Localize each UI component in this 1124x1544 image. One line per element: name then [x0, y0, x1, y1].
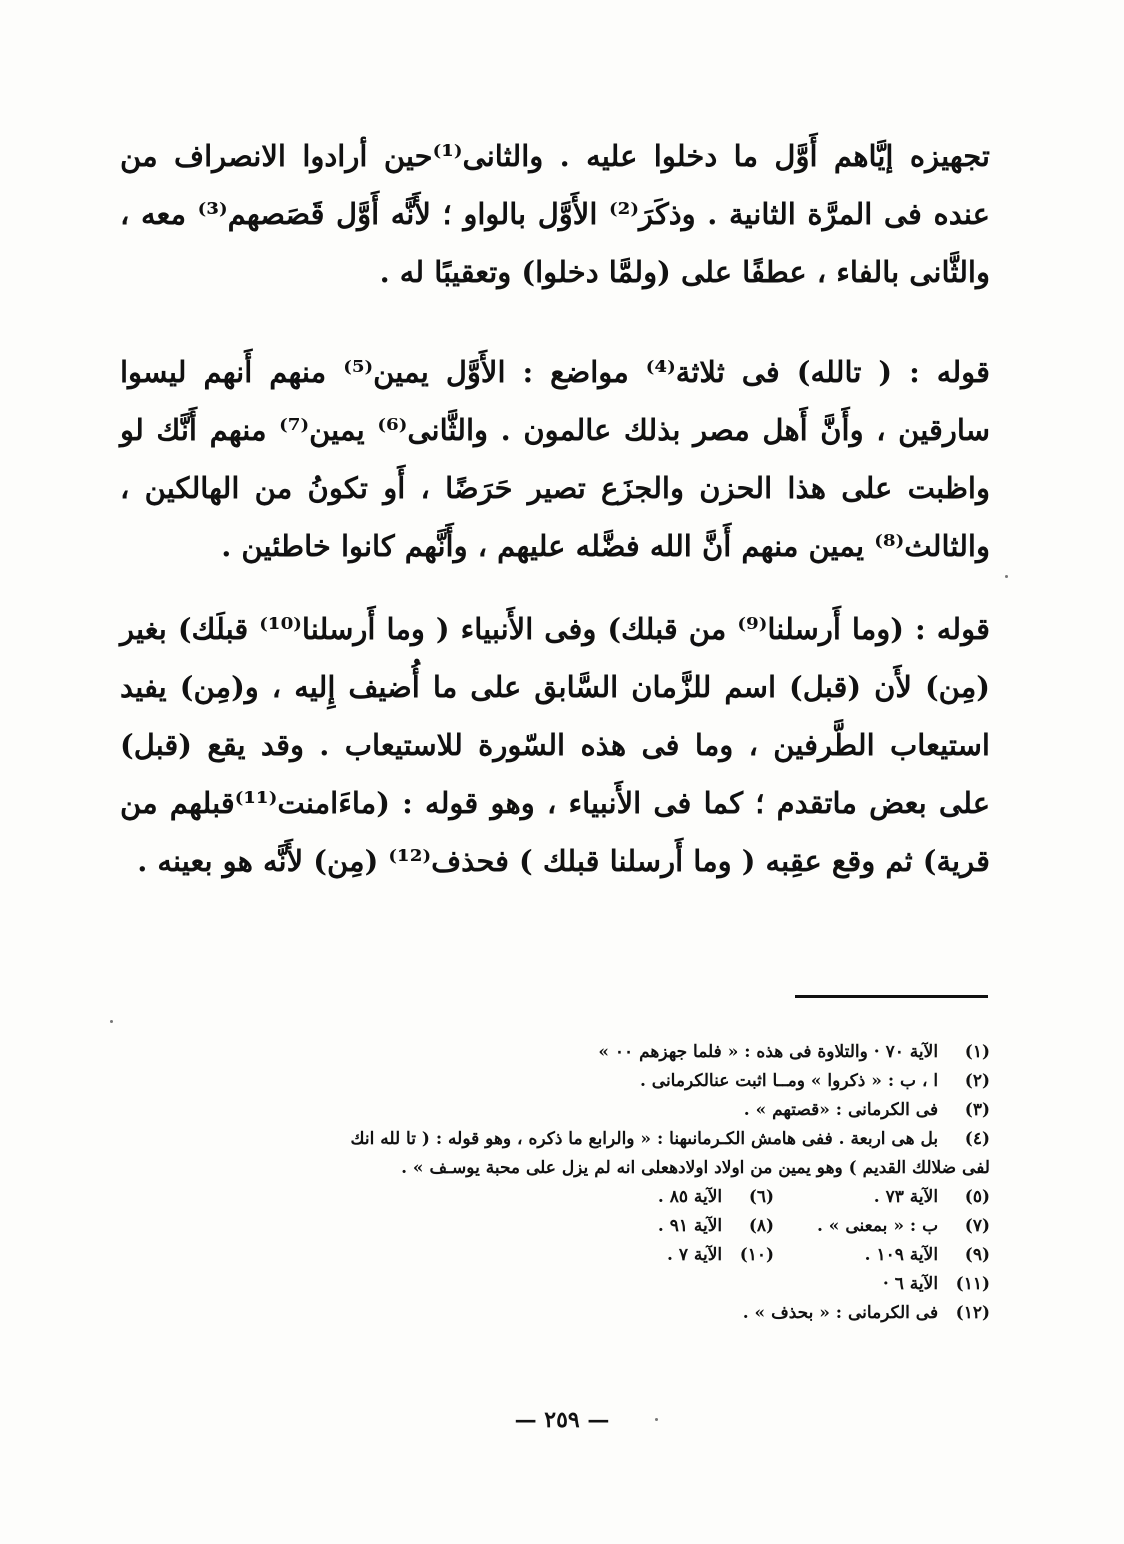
footnote-text: الآية ٨٥ .: [657, 1187, 723, 1207]
footnote-text: الآية ٧٣ .: [873, 1187, 939, 1207]
scan-speck: [655, 1418, 658, 1421]
footnote-2: [120, 1067, 990, 1096]
footnote-8: [564, 1212, 774, 1241]
footnote-row: [120, 1241, 990, 1270]
footnote-text: فى الكرمانى : « بحذف » .: [742, 1303, 939, 1323]
footnotes: [120, 1038, 990, 1328]
footnote-text: ب : « بمعنى » .: [816, 1216, 939, 1236]
footnote-4-continuation: [120, 1154, 990, 1183]
paragraph-1: [120, 127, 990, 301]
scan-speck: [110, 1020, 113, 1023]
footnote-4: [120, 1125, 990, 1154]
footnote-5: [780, 1183, 990, 1212]
footnote-divider: [795, 995, 988, 998]
footnote-number: (٧): [964, 1216, 990, 1236]
footnote-text: الآية ٦ ·: [882, 1274, 939, 1294]
page-number: — ٢٥٩ —: [514, 1407, 610, 1433]
footnote-text: لفى ضلالك القديم ) وهو يمين من اولاد اولادهعلى انه لم يزل على محبة يوسـف » .: [401, 1158, 990, 1178]
scan-speck: [1005, 575, 1008, 578]
footnote-text: الآية ٧ .: [666, 1245, 723, 1265]
footnote-text: ا ، ب : « ذكروا » ومــا اثبت عنالكرمانى .: [639, 1071, 939, 1091]
footnote-number: (٤): [964, 1129, 990, 1149]
paragraph-3-text: قوله : (وما أَرسلنا⁽⁹⁾ من قبلك) وفى الأَنبياء ( وما أَرسلنا⁽¹⁰⁾ قبلَك) بغير (مِن) لأَن (قبل) اسم للزَّمان السَّابق على ما أُضيف إِليه ، و(مِن) يفيد استيعاب الطَّرفين ، وما فى هذه السّورة للاستيعاب . وقد يقع (قبل) على بعض ماتقدم ؛ كما فى الأَنبياء ، وهو قوله : (ماءَامنت⁽¹¹⁾قبلهم من قرية) ثم وقع عقِبه ( وما أَرسلنا قبلك ) فحذف⁽¹²⁾ (مِن) لأَنَّه هو بعينه .: [120, 612, 990, 878]
footnote-number: (١٠): [739, 1245, 775, 1265]
paragraph-2-text: قوله : ( تالله) فى ثلاثة⁽⁴⁾ مواضع : الأَوَّل يمين⁽⁵⁾ منهم أَنهم ليسوا سارقين ، وأَنَّ أَهل مصر بذلك عالمون . والثَّانى⁽⁶⁾ يمين⁽⁷⁾ منهم أَنَّك لو واظبت على هذا الحزن والجزَع تصير حَرَضًا ، أَو تكونُ من الهالكين ، والثالث⁽⁸⁾ يمين منهم أَنَّ الله فضَّله عليهم ، وأَنَّهم كانوا خاطئين .: [120, 355, 990, 563]
footnote-10: [564, 1241, 774, 1270]
footnote-number: (٢): [964, 1071, 990, 1091]
footnote-6: [564, 1183, 774, 1212]
footnote-text: الآية ٩١ .: [657, 1216, 723, 1236]
footnote-text: بل هى اربعة . ففى هامش الكـرمانىهنا : « والرابع ما ذكره ، وهو قوله : ( تا لله انك: [350, 1129, 939, 1149]
paragraph-1-text: تجهيزه إيَّاهم أَوَّل ما دخلوا عليه . والثانى⁽¹⁾حين أرادوا الانصراف من عنده فى المرَّة الثانية . وذكَرَ⁽²⁾ الأَوَّل بالواو ؛ لأَنَّه أَوَّل قَصَصهم⁽³⁾ معه ، والثَّانى بالفاء ، عطفًا على (ولمَّا دخلوا) وتعقيبًا له .: [120, 139, 990, 289]
footnote-text: الآية ١٠٩ .: [864, 1245, 939, 1265]
footnote-11: [120, 1270, 990, 1299]
footnote-1: [120, 1038, 990, 1067]
footnote-9: [780, 1241, 990, 1270]
footnote-number: (١١): [955, 1274, 990, 1294]
footnote-number: (١): [964, 1042, 990, 1062]
paragraph-2: [120, 343, 990, 575]
footnote-7: [780, 1212, 990, 1241]
footnote-row: [120, 1183, 990, 1212]
footnote-number: (٦): [748, 1187, 775, 1207]
footnote-number: (٨): [748, 1216, 775, 1236]
footnote-text: فى الكرمانى : «قصتهم » .: [743, 1100, 939, 1120]
footnote-number: (١٢): [955, 1303, 990, 1323]
footnote-3: [120, 1096, 990, 1125]
footnote-12: [120, 1299, 990, 1328]
footnote-text: الآية ٧٠ · والتلاوة فى هذه : « فلما جهزهم ٠٠ »: [598, 1042, 939, 1062]
footnote-row: [120, 1212, 990, 1241]
footnote-number: (٩): [964, 1245, 990, 1265]
paragraph-3: [120, 600, 990, 890]
footnote-number: (٥): [964, 1187, 990, 1207]
footnote-number: (٣): [964, 1100, 990, 1120]
